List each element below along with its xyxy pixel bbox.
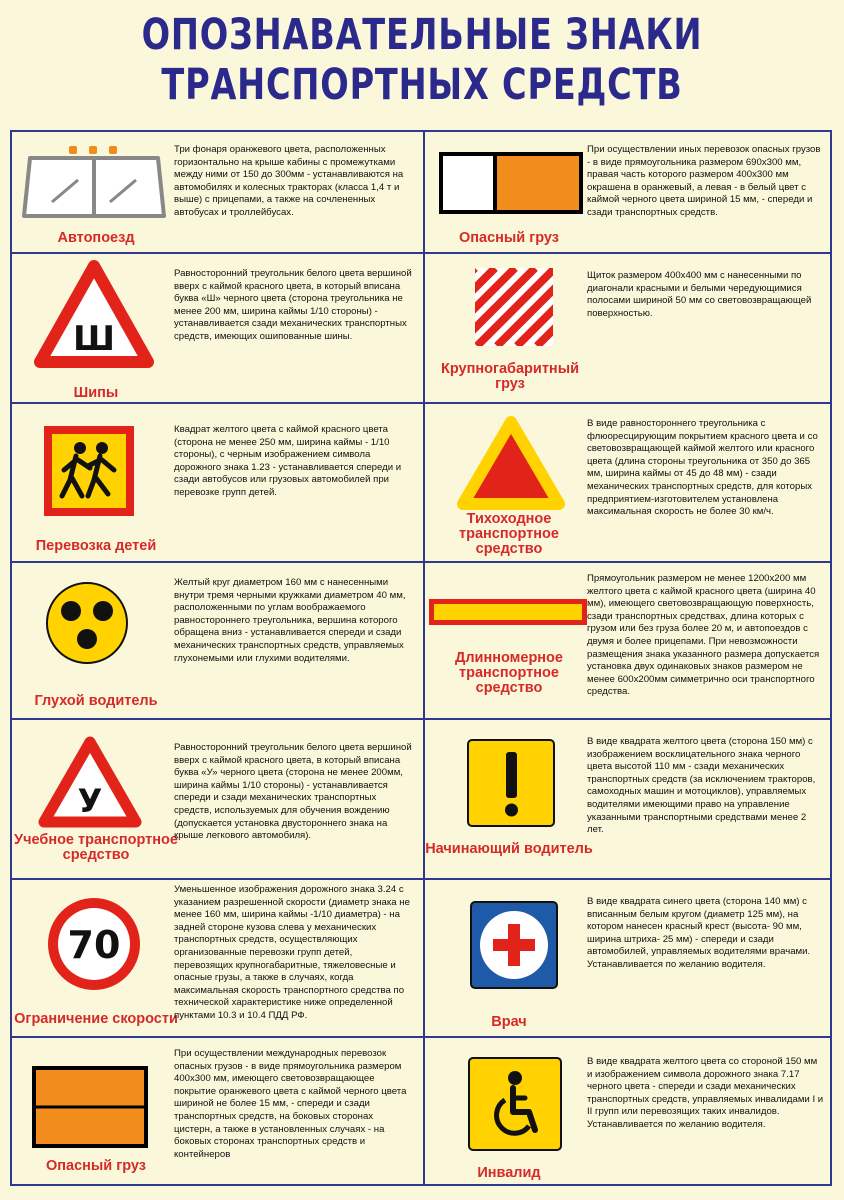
studs-triangle-icon bbox=[12, 254, 176, 374]
sign-cell-doctor bbox=[425, 880, 834, 1036]
sign-cell-road-train bbox=[12, 132, 421, 252]
page-title bbox=[93, 10, 751, 110]
sign-cell-learner bbox=[12, 720, 421, 878]
sign-caption: Врач bbox=[491, 1014, 527, 1030]
sign-cell-slow-vehicle bbox=[425, 404, 834, 561]
speed-limit-70-icon bbox=[12, 880, 176, 1000]
signs-grid bbox=[10, 130, 832, 1186]
svg-text:Ш: Ш bbox=[72, 319, 116, 359]
sign-cell-children bbox=[12, 404, 421, 561]
oversized-cargo-stripes-icon bbox=[425, 254, 589, 374]
slow-vehicle-triangle-icon bbox=[425, 404, 589, 524]
sign-caption: Перевозка детей bbox=[35, 538, 157, 554]
international-dangerous-cargo-icon bbox=[12, 1038, 176, 1158]
sign-caption: Тихоходное транспортное средство bbox=[459, 511, 559, 557]
sign-description: При осуществлении международных перевозок опасных грузов - в виде прямоугольника размером 400х300 мм, имеющего световозвращающее покрытие оранжевого цвета с каймой черного цвета шириной не более 15 мм, - спереди и сзади транспортных средств, на боковых сторонах цистерн, а также в установленных случаях - на боковых сторонах транспортных средств и контейнеров bbox=[174, 1048, 407, 1160]
sign-cell-long-vehicle bbox=[425, 563, 834, 718]
sign-cell-dangerous-cargo bbox=[425, 132, 834, 252]
sign-cell-speed-limit bbox=[12, 880, 421, 1036]
sign-caption: Инвалид bbox=[477, 1165, 541, 1181]
sign-description: Три фонаря оранжевого цвета, расположенных горизонтально на крыше кабины с промежутками между ними от 150 до 300мм - устанавливаются на автомобилях и колесных тракторах (класса 1,4 т и выше) с прицепами, а также на сочлененных автобусах и троллейбусах. bbox=[174, 144, 404, 218]
sign-description: Щиток размером 400х400 мм с нанесенными по диагонали красными и белыми чередующимися полосами шириной 50 мм со световозвращающей поверхностью. bbox=[587, 270, 812, 319]
sign-caption: Крупногабаритный груз bbox=[440, 361, 579, 392]
svg-text:У: У bbox=[77, 782, 103, 820]
sign-caption: Ограничение скорости bbox=[14, 1011, 178, 1027]
children-transport-icon bbox=[12, 404, 176, 524]
sign-caption: Длинномерное транспортное средство bbox=[455, 650, 563, 696]
sign-cell-oversized-cargo bbox=[425, 254, 834, 402]
sign-description: Желтый круг диаметром 160 мм с нанесенными внутри тремя черными кружками диаметром 40 мм, расположенными по углам воображаемого равностороннего треугольника, вершина которого обращена вниз - устанавливается спереди и сзади механических транспортных средств, управляемых глухонемыми или глухими водителями. bbox=[174, 577, 406, 664]
sign-caption: Шипы bbox=[73, 385, 119, 401]
learner-triangle-icon bbox=[12, 720, 176, 840]
doctor-cross-icon bbox=[425, 880, 589, 1000]
sign-description: В виде квадрата желтого цвета со стороной 150 мм и изображением символа дорожного знака 7.17 черного цвета - спереди и сзади механических транспортных средств, управляемых инвалидами I и II групп или перевозящих таких инвалидов. Устанавливается по желанию водителя. bbox=[587, 1056, 824, 1130]
sign-caption: Учебное транспортное средство bbox=[14, 832, 178, 863]
beginner-exclamation-icon bbox=[425, 720, 589, 840]
sign-description: Равносторонний треугольник белого цвета вершиной вверх с каймой красного цвета, в который вписана буква «У» черного цвета (сторона не менее 200мм, ширина каймы 1/10 стороны) - устанавливается спереди и сзади механических транспортных средств, используемых для обучения вождению (допускается установка двустороннего знака на крыше легкового автомобиля). bbox=[174, 742, 412, 842]
sign-caption: Начинающий водитель bbox=[425, 841, 593, 857]
sign-caption: Опасный груз bbox=[458, 230, 560, 246]
sign-caption: Опасный груз bbox=[45, 1158, 147, 1174]
sign-cell-deaf-driver bbox=[12, 563, 421, 718]
speed-limit-value: 70 bbox=[67, 923, 121, 967]
sign-description: Равносторонний треугольник белого цвета вершиной вверх с каймой красного цвета, в который вписана буква «Ш» черного цвета (сторона треугольника не менее 200 мм, ширина каймы 1/10 стороны) - устанавливается сзади механических транспортных средств, имеющих ошипованные шины. bbox=[174, 268, 412, 342]
deaf-driver-circle-icon bbox=[12, 563, 176, 683]
sign-cell-beginner bbox=[425, 720, 834, 878]
sign-description: При осуществлении иных перевозок опасных грузов - в виде прямоугольника размером 690х300 мм, правая часть которого размером 400х300 мм окрашена в оранжевый, а левая - в белый цвет с каймой черного цвета шириной 15 мм, - спереди и сзади транспортных средств. bbox=[587, 144, 821, 218]
sign-caption: Автопоезд bbox=[57, 230, 135, 246]
page-title-line1: ОПОЗНАВАТЕЛЬНЫЕ ЗНАКИ bbox=[141, 10, 703, 60]
sign-description: Уменьшенное изображения дорожного знака 3.24 с указанием разрешенной скорости (диаметр знака не менее 160 мм, ширина каймы -1/10 диаметра) - на задней стороне кузова слева у механических транспортных средств, осуществляющих организованные перевозки групп детей, перевозящих крупногабаритные, тяжеловесные и опасные грузы, а также в случаях, когда максимальная скорость транспортного средства по технической характеристике ниже определенной пунктами 10.3 и 10.4 ПДД РФ. bbox=[174, 884, 410, 1021]
sign-cell-studs bbox=[12, 254, 421, 402]
sign-cell-disabled bbox=[425, 1038, 834, 1188]
sign-caption: Глухой водитель bbox=[34, 693, 158, 709]
sign-description: В виде квадрата желтого цвета (сторона 150 мм) с изображением восклицательного знака черного цвета высотой 110 мм - сзади механических транспортных средств (за исключением тракторов, самоходных машин и мотоциклов), управляемых водителями имеющими право на управление указанными транспортными средствами менее 2 лет. bbox=[587, 736, 816, 836]
disabled-driver-icon bbox=[425, 1038, 589, 1158]
sign-description: Прямоугольник размером не менее 1200х200 мм желтого цвета с каймой красного цвета (ширина 40 мм), имеющего световозвращающую поверхность, сзади транспортных средствах, длина которых с грузом или без груза более 20 м, и автопоездов с двумя и более прицепами. При невозможности размещения знака указанного размера допускается установка двух одинаковых знаков размером не менее 600х200мм симметрично оси транспортного средства. bbox=[587, 573, 820, 698]
sign-description: В виде квадрата синего цвета (сторона 140 мм) с вписанным белым кругом (диаметр 125 мм), на котором нанесен красный крест (высота- 90 мм, ширина штриха- 25 мм) - спереди и сзади автомобилей, управляемых водителями врачами. Устанавливается по желанию водителя. bbox=[587, 896, 811, 970]
sign-description: Квадрат желтого цвета с каймой красного цвета (сторона не менее 250 мм, ширина каймы - 1/10 стороны), с черным изображением символа дорожного знака 1.23 - устанавливается спереди и сзади автобусов или грузовых автомобилей при перевозке групп детей. bbox=[174, 424, 402, 498]
sign-cell-intl-dangerous-cargo bbox=[12, 1038, 421, 1188]
sign-description: В виде равностороннего треугольника с флюоресцирующим покрытием красного цвета и со световозвращающей каймой желтого или красного цвета (длина стороны треугольника от 350 до 365 мм, ширина каймы от 45 до 48 мм) - сзади механических транспортных средств, для которых предприятием-изготовителем установлена максимальная скорость не более 30 км/ч. bbox=[587, 418, 818, 518]
page-title-line2: ТРАНСПОРТНЫХ СРЕДСТВ bbox=[161, 60, 683, 110]
